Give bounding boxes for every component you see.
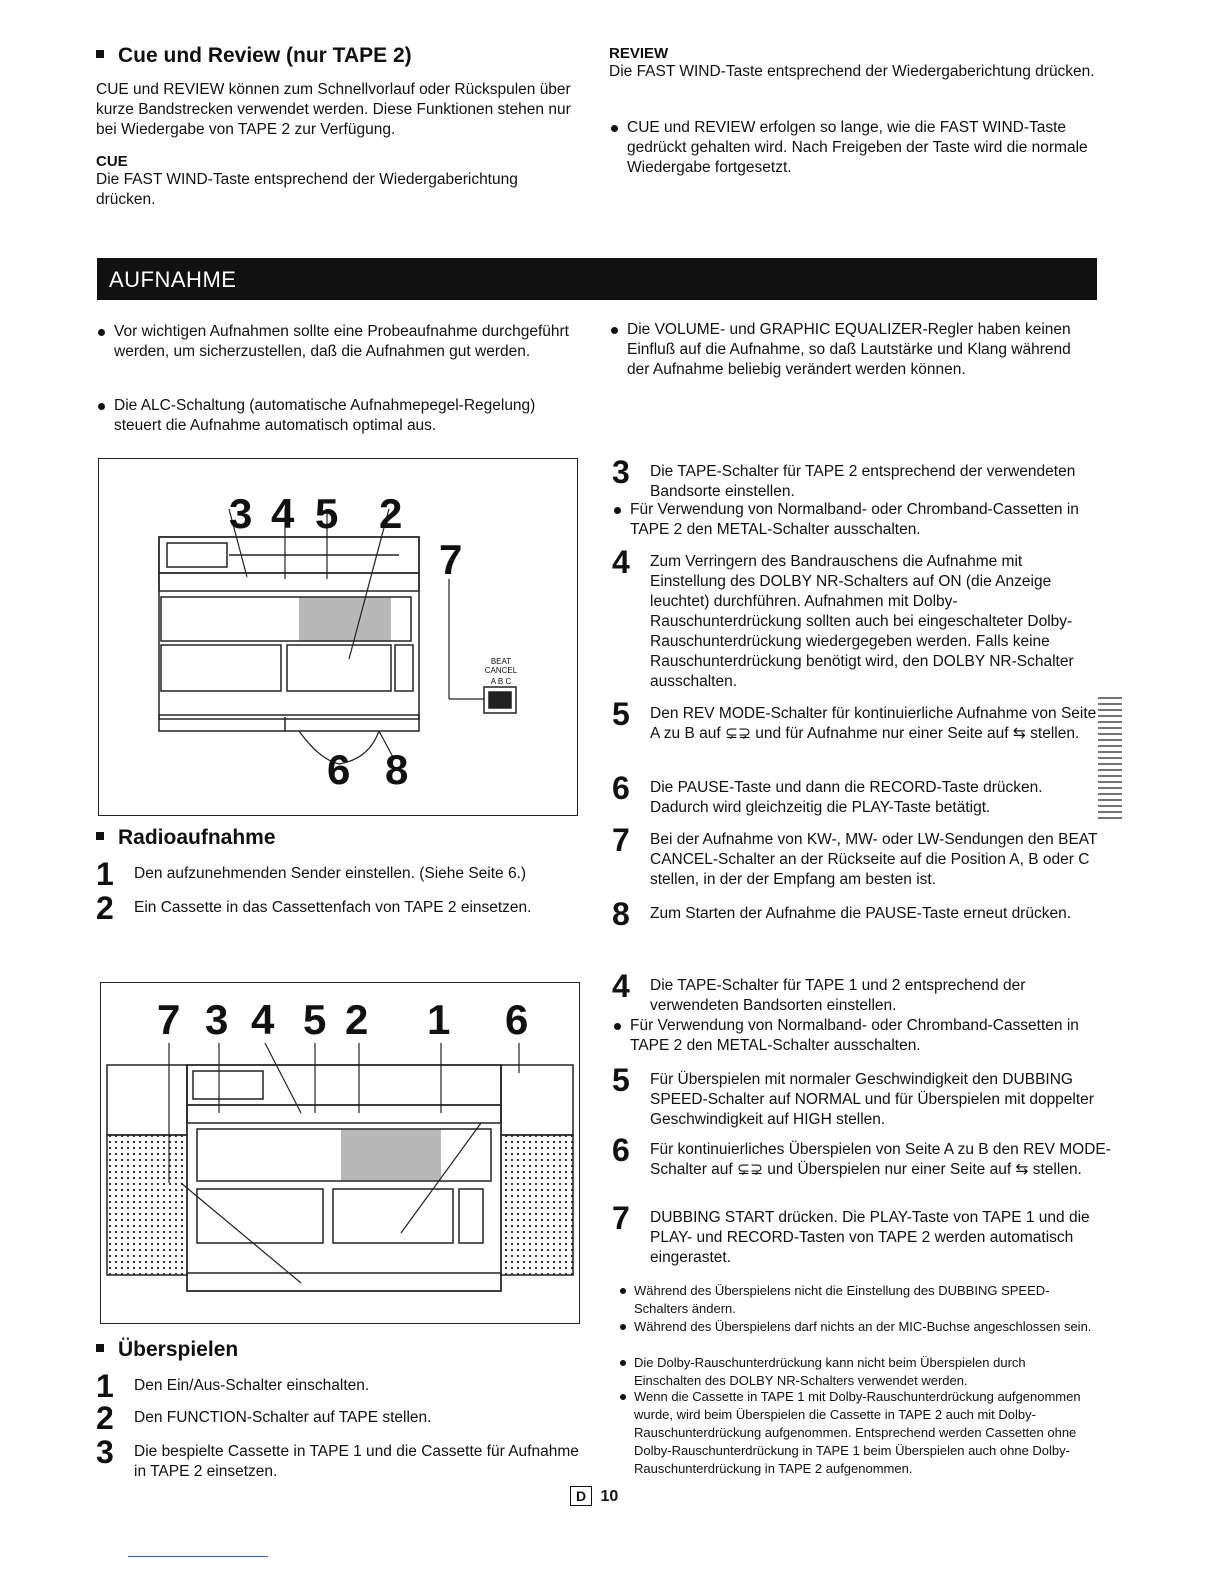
bullet-dot-icon (620, 1324, 626, 1330)
step-number: 7 (612, 822, 630, 858)
note-text: Die Dolby-Rauschunterdrückung kann nicht beim Überspielen durch Einschalten des DOLBY NR-Schalters verwendet werden. (634, 1355, 1026, 1388)
step-number: 6 (612, 1132, 630, 1168)
cue-text: Die FAST WIND-Taste entsprechend der Wiedergaberichtung drücken. (96, 171, 518, 208)
callout-4: 4 (251, 996, 275, 1043)
dubbing-heading (96, 1338, 238, 1362)
bullet-dot-icon (614, 1023, 621, 1030)
aufnahme-bullet-3 (609, 320, 1097, 380)
dubbing-step-6 (612, 1132, 1112, 1180)
dubbing-heading-text: Überspielen (118, 1338, 239, 1361)
step-number: 1 (96, 1368, 114, 1404)
step-number: 7 (612, 1200, 630, 1236)
step-number: 2 (96, 890, 114, 926)
radio-step-1 (96, 856, 614, 892)
step-text: Ein Cassette in das Cassettenfach von TAPE 2 einsetzen. (134, 899, 532, 916)
square-bullet-icon (96, 832, 104, 840)
step-text: Zum Verringern des Bandrauschens die Aufnahme mit Einstellung des DOLBY NR-Schalters auf ON (die Anzeige leuchtet) durchführen. Aufnahmen mit Dolby-Rauschunterdrückung sollten auch bei eingeschalteter Dolby-Rauschunterdrückung wiedergegeben werden. Falls keine Rauschunterdrückung benötigt wird, den DOLBY NR-Schalter ausschalten. (650, 553, 1074, 690)
callout-7: 7 (157, 996, 181, 1043)
callout-5: 5 (315, 490, 339, 537)
step-number: 1 (96, 856, 114, 892)
bullet-dot-icon (98, 403, 105, 410)
section-banner (97, 258, 1097, 300)
step-number: 4 (612, 968, 630, 1004)
dubbing-note-2 (618, 1318, 1096, 1336)
dubbing-step-1 (96, 1368, 614, 1404)
bottom-rule (128, 1556, 268, 1557)
bullet-dot-icon (98, 329, 105, 336)
callout-8: 8 (385, 746, 409, 793)
review-text: Die FAST WIND-Taste entsprechend der Wiedergaberichtung drücken. (609, 63, 1095, 80)
callout-7: 7 (439, 536, 463, 583)
beat-cancel-label: BEAT CANCEL (484, 657, 518, 675)
bullet-dot-icon (614, 507, 621, 514)
beat-cancel-positions: A B C (490, 677, 512, 686)
dubbing-step-2 (96, 1400, 614, 1436)
dubbing-step-4-bullet-text: Für Verwendung von Normalband- oder Chromband-Cassetten in TAPE 2 den METAL-Schalter ausschalten. (630, 1017, 1079, 1054)
section-banner-title: AUFNAHME (109, 267, 237, 292)
dubbing-note-3 (618, 1354, 1096, 1390)
step-text: Für Überspielen mit normaler Geschwindigkeit den DUBBING SPEED-Schalter auf NORMAL und für Überspielen mit doppelter Geschwindigkeit auf HIGH stellen. (650, 1071, 1094, 1128)
review-bullet-text: CUE und REVIEW erfolgen so lange, wie die FAST WIND-Taste gedrückt gehalten wird. Nach Freigeben der Taste wird die normale Wiedergabe fortgesetzt. (627, 119, 1088, 176)
aufnahme-bullet-1-text: Vor wichtigen Aufnahmen sollte eine Probeaufnahme durchgeführt werden, um sicherzustellen, daß die Aufnahmen gut werden. (114, 323, 569, 360)
bullet-dot-icon (611, 125, 618, 132)
step-number: 5 (612, 696, 630, 732)
callout-1: 1 (427, 996, 451, 1043)
radio-step-6 (612, 770, 1100, 818)
callout-4: 4 (271, 490, 295, 537)
step-text: Den Ein/Aus-Schalter einschalten. (134, 1377, 370, 1394)
step-number: 8 (612, 896, 630, 932)
radio-step-4 (612, 544, 1100, 692)
dubbing-step-7 (612, 1200, 1112, 1268)
step-text: Die PAUSE-Taste und dann die RECORD-Taste drücken. Dadurch wird gleichzeitig die PLAY-Taste betätigt. (650, 779, 1043, 816)
square-bullet-icon (96, 50, 104, 58)
callout-6: 6 (505, 996, 529, 1043)
step-text: Zum Starten der Aufnahme die PAUSE-Taste erneut drücken. (650, 905, 1072, 922)
figure-radio-recording (98, 458, 578, 816)
callout-3: 3 (229, 490, 253, 537)
dubbing-step-4-bullet (612, 1016, 1100, 1056)
review-label: REVIEW (609, 45, 669, 62)
step-text: Den aufzunehmenden Sender einstellen. (Siehe Seite 6.) (134, 865, 527, 882)
bullet-dot-icon (611, 327, 618, 334)
cue-label: CUE (96, 153, 128, 170)
callout-2: 2 (379, 490, 403, 537)
callout-3: 3 (205, 996, 229, 1043)
callout-6: 6 (327, 746, 351, 793)
radio-step-3 (612, 454, 1100, 502)
page-footer (570, 1486, 618, 1508)
step-number: 4 (612, 544, 630, 580)
radio-step-7 (612, 822, 1100, 890)
callout-2: 2 (345, 996, 369, 1043)
margin-tab-marks (1098, 694, 1124, 824)
step-text: Bei der Aufnahme von KW-, MW- oder LW-Sendungen den BEAT CANCEL-Schalter an der Rückseite auf die Position A, B oder C stellen, in der der Empfang am besten ist. (650, 831, 1098, 888)
review-bullet (609, 118, 1097, 178)
radio-heading (96, 826, 276, 850)
radio-step-5 (612, 696, 1100, 744)
dubbing-note-4 (618, 1388, 1096, 1478)
step-text: Die TAPE-Schalter für TAPE 1 und 2 entsprechend der verwendeten Bandsorten einstellen. (650, 977, 1026, 1014)
aufnahme-bullet-1 (96, 322, 576, 362)
square-bullet-icon (96, 1344, 104, 1352)
bullet-dot-icon (620, 1394, 626, 1400)
dubbing-note-1 (618, 1282, 1096, 1318)
aufnahme-bullet-3-text: Die VOLUME- und GRAPHIC EQUALIZER-Regler haben keinen Einfluß auf die Aufnahme, so daß Lautstärke und Klang während der Aufnahme beliebig verändert werden können. (627, 321, 1071, 378)
radio-step-3-bullet (612, 500, 1100, 540)
radio-step-2 (96, 890, 614, 926)
aufnahme-bullet-2-text: Die ALC-Schaltung (automatische Aufnahmepegel-Regelung) steuert die Aufnahme automatisch optimal aus. (114, 397, 536, 434)
step-text: Für kontinuierliches Überspielen von Seite A zu B den REV MODE-Schalter auf ⊊⊋ und Überspielen nur einer Seite auf ⇆ stellen. (650, 1141, 1111, 1178)
step-number: 3 (612, 454, 630, 490)
radio-step-3-bullet-text: Für Verwendung von Normalband- oder Chromband-Cassetten in TAPE 2 den METAL-Schalter ausschalten. (630, 501, 1079, 538)
step-text: Die TAPE-Schalter für TAPE 2 entsprechend der verwendeten Bandsorte einstellen. (650, 463, 1076, 500)
aufnahme-bullet-2 (96, 396, 576, 436)
cue-review-intro: CUE und REVIEW können zum Schnellvorlauf oder Rückspulen über kurze Bandstrecken verwendet werden. Diese Funktionen stehen nur bei Wiedergabe von TAPE 2 zur Verfügung. (96, 81, 571, 138)
cue-review-heading (96, 44, 412, 68)
bullet-dot-icon (620, 1288, 626, 1294)
step-number: 6 (612, 770, 630, 806)
step-number: 3 (96, 1434, 114, 1470)
step-text: Die bespielte Cassette in TAPE 1 und die Cassette für Aufnahme in TAPE 2 einsetzen. (134, 1443, 579, 1480)
bullet-dot-icon (620, 1360, 626, 1366)
step-number: 2 (96, 1400, 114, 1436)
step-text: Den REV MODE-Schalter für kontinuierliche Aufnahme von Seite A zu B auf ⊊⊋ und für Aufnahme nur einer Seite auf ⇆ stellen. (650, 705, 1097, 742)
dubbing-step-3 (96, 1434, 594, 1482)
note-text: Wenn die Cassette in TAPE 1 mit Dolby-Rauschunterdrückung aufgenommen wurde, wird beim Überspielen die Cassette in TAPE 2 auch mit Dolby-Rauschunterdrückung aufgenommen. Entsprechend werden Cassetten ohne Dolby-Rauschunterdrückung in TAPE 1 beim Überspielen auch ohne Dolby-Rauschunterdrückung in TAPE 2 aufgenommen. (634, 1389, 1081, 1476)
radio-step-8 (612, 896, 1100, 932)
dubbing-step-4 (612, 968, 1112, 1016)
note-text: Während des Überspielens nicht die Einstellung des DUBBING SPEED-Schalters ändern. (634, 1283, 1050, 1316)
step-text: Den FUNCTION-Schalter auf TAPE stellen. (134, 1409, 432, 1426)
page-number: 10 (600, 1488, 619, 1505)
cue-review-heading-text: Cue und Review (nur TAPE 2) (118, 44, 412, 67)
dubbing-step-5 (612, 1062, 1112, 1130)
language-box: D (570, 1486, 592, 1506)
callout-5: 5 (303, 996, 327, 1043)
step-number: 5 (612, 1062, 630, 1098)
radio-heading-text: Radioaufnahme (118, 826, 276, 849)
step-text: DUBBING START drücken. Die PLAY-Taste von TAPE 1 und die PLAY- und RECORD-Tasten von TAPE 2 werden automatisch eingerastet. (650, 1209, 1090, 1266)
note-text: Während des Überspielens darf nichts an der MIC-Buchse angeschlossen sein. (634, 1319, 1092, 1334)
figure-dubbing (100, 982, 580, 1324)
